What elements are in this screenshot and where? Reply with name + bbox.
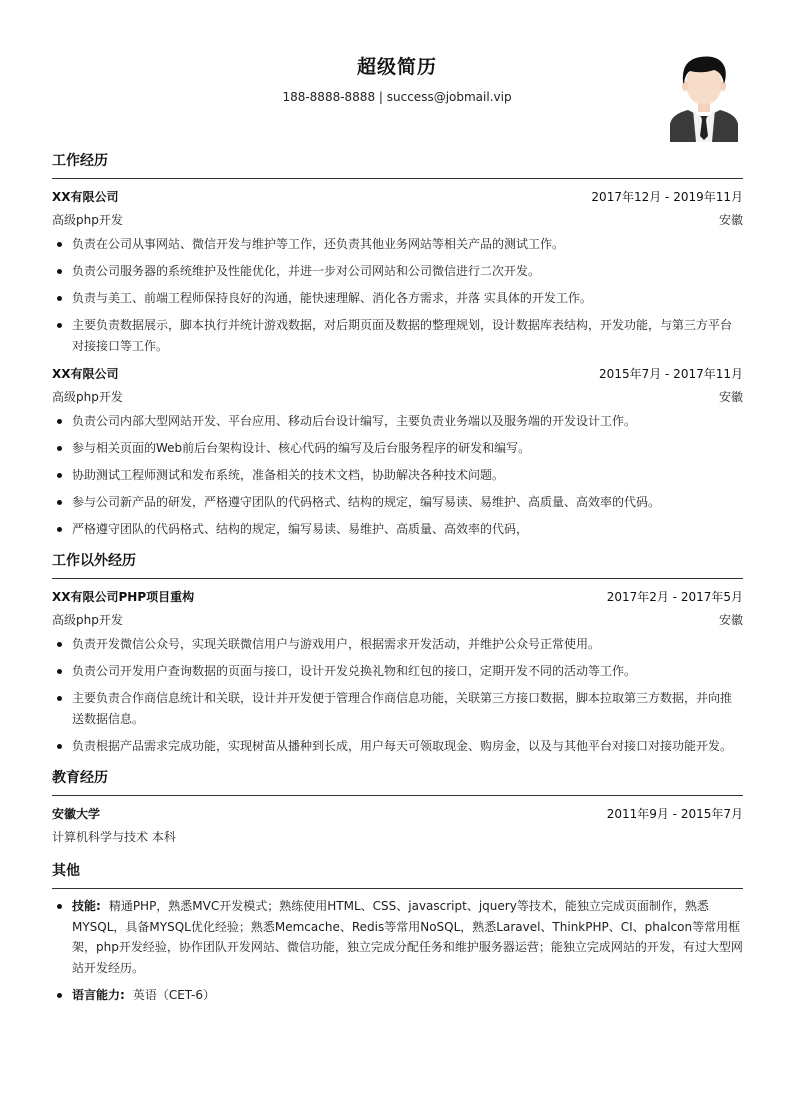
education-section [52, 767, 743, 849]
education-major: 计算机科学与技术 本科 [52, 830, 176, 844]
section-title-education: 教育经历 [52, 767, 743, 796]
person-avatar-icon [668, 52, 740, 142]
language-label: 语言能力: [72, 987, 125, 1002]
candidate-name: 超级简历 [356, 56, 437, 78]
language-item [52, 985, 743, 1006]
company-name: XX有限公司 [52, 190, 119, 204]
avatar [668, 52, 740, 142]
work-item [52, 186, 743, 356]
company-name: XX有限公司 [52, 366, 119, 381]
project-name: XX有限公司PHP项目重构 [52, 590, 195, 604]
work-period: 2017年12月 - 2019年11月 [591, 190, 743, 204]
others-section [52, 860, 743, 1005]
section-title-work: 工作经历 [52, 150, 743, 179]
skills-text: 精通PHP，熟悉MVC开发模式；熟练使用HTML、CSS、javascript、jquery等技术，能独立完成页面制作，熟悉MYSQL，具备MYSQL优化经验；熟悉Memcache、Redis等常用NoSQL，熟悉Laravel、ThinkPHP、CI、phalcon等常用框架，php开发经验，协作团队开发网站、微信功能，独立完成分配任务和维护服务器运营；能独立完成网站的开发，有过大型网站开发经历。 [72, 899, 743, 975]
list-item: 协助测试工程师测试和发布系统，准备相关的技术文档，协助解决各种技术问题。 [52, 465, 743, 486]
list-item: 负责公司内部大型网站开发、平台应用、移动后台设计编写，主要负责业务端以及服务端的开发设计工作。 [52, 411, 743, 432]
skills-label: 技能: [72, 899, 101, 913]
project-item [52, 586, 743, 756]
list-item: 参与相关页面的Web前后台架构设计、核心代码的编写及后台服务程序的研发和编写。 [52, 438, 743, 459]
other-experience-section [52, 550, 743, 756]
work-bullets [52, 411, 743, 540]
job-role: 高级php开发 [52, 213, 123, 227]
work-period: 2015年7月 - 2017年11月 [599, 366, 743, 381]
work-item [52, 363, 743, 540]
list-item: 严格遵守团队的代码格式、结构的规定，编写易读、易维护、高质量、高效率的代码， [52, 519, 743, 540]
skills-item [52, 896, 743, 978]
section-title-other-experience: 工作以外经历 [52, 550, 743, 579]
job-location: 安徽 [718, 213, 743, 227]
work-bullets [52, 234, 743, 356]
education-period: 2011年9月 - 2015年7月 [606, 807, 743, 821]
list-item: 负责公司开发用户查询数据的页面与接口，设计开发兑换礼物和红包的接口，定期开发不同的活动等工作。 [52, 661, 743, 682]
project-location: 安徽 [718, 613, 743, 627]
job-role: 高级php开发 [52, 389, 123, 404]
list-item: 参与公司新产品的研发，严格遵守团队的代码格式、结构的规定，编写易读、易维护、高质量、高效率的代码。 [52, 492, 743, 513]
list-item: 负责在公司从事网站、微信开发与维护等工作，还负责其他业务网站等相关产品的测试工作。 [52, 234, 743, 255]
others-bullets [52, 896, 743, 1005]
resume-content [52, 150, 743, 1016]
project-role: 高级php开发 [52, 613, 123, 627]
project-bullets [52, 634, 743, 756]
work-experience-section [52, 150, 743, 539]
list-item: 负责公司服务器的系统维护及性能优化，并进一步对公司网站和公司微信进行二次开发。 [52, 261, 743, 282]
list-item: 主要负责合作商信息统计和关联，设计并开发便于管理合作商信息功能，关联第三方接口数据，脚本拉取第三方数据，并向推送数据信息。 [52, 688, 743, 729]
list-item: 负责与美工、前端工程师保持良好的沟通，能快速理解、消化各方需求，并落 实具体的开发工作。 [52, 288, 743, 309]
project-period: 2017年2月 - 2017年5月 [606, 590, 743, 604]
section-title-others: 其他 [52, 860, 743, 889]
list-item: 主要负责数据展示，脚本执行并统计游戏数据，对后期页面及数据的整理规划，设计数据库表结构，开发功能，与第三方平台对接接口等工作。 [52, 315, 743, 356]
school-name: 安徽大学 [52, 807, 101, 821]
job-location: 安徽 [718, 389, 743, 404]
list-item: 负责开发微信公众号，实现关联微信用户与游戏用户，根据需求开发活动，并维护公众号正常使用。 [52, 634, 743, 655]
list-item: 负责根据产品需求完成功能，实现树苗从播种到长成，用户每天可领取现金、购房金，以及与其他平台对接口对接功能开发。 [52, 736, 743, 757]
contact-info: 188-8888-8888 | success@jobmail.vip [282, 90, 512, 104]
language-text: 英语（CET-6） [132, 987, 215, 1002]
